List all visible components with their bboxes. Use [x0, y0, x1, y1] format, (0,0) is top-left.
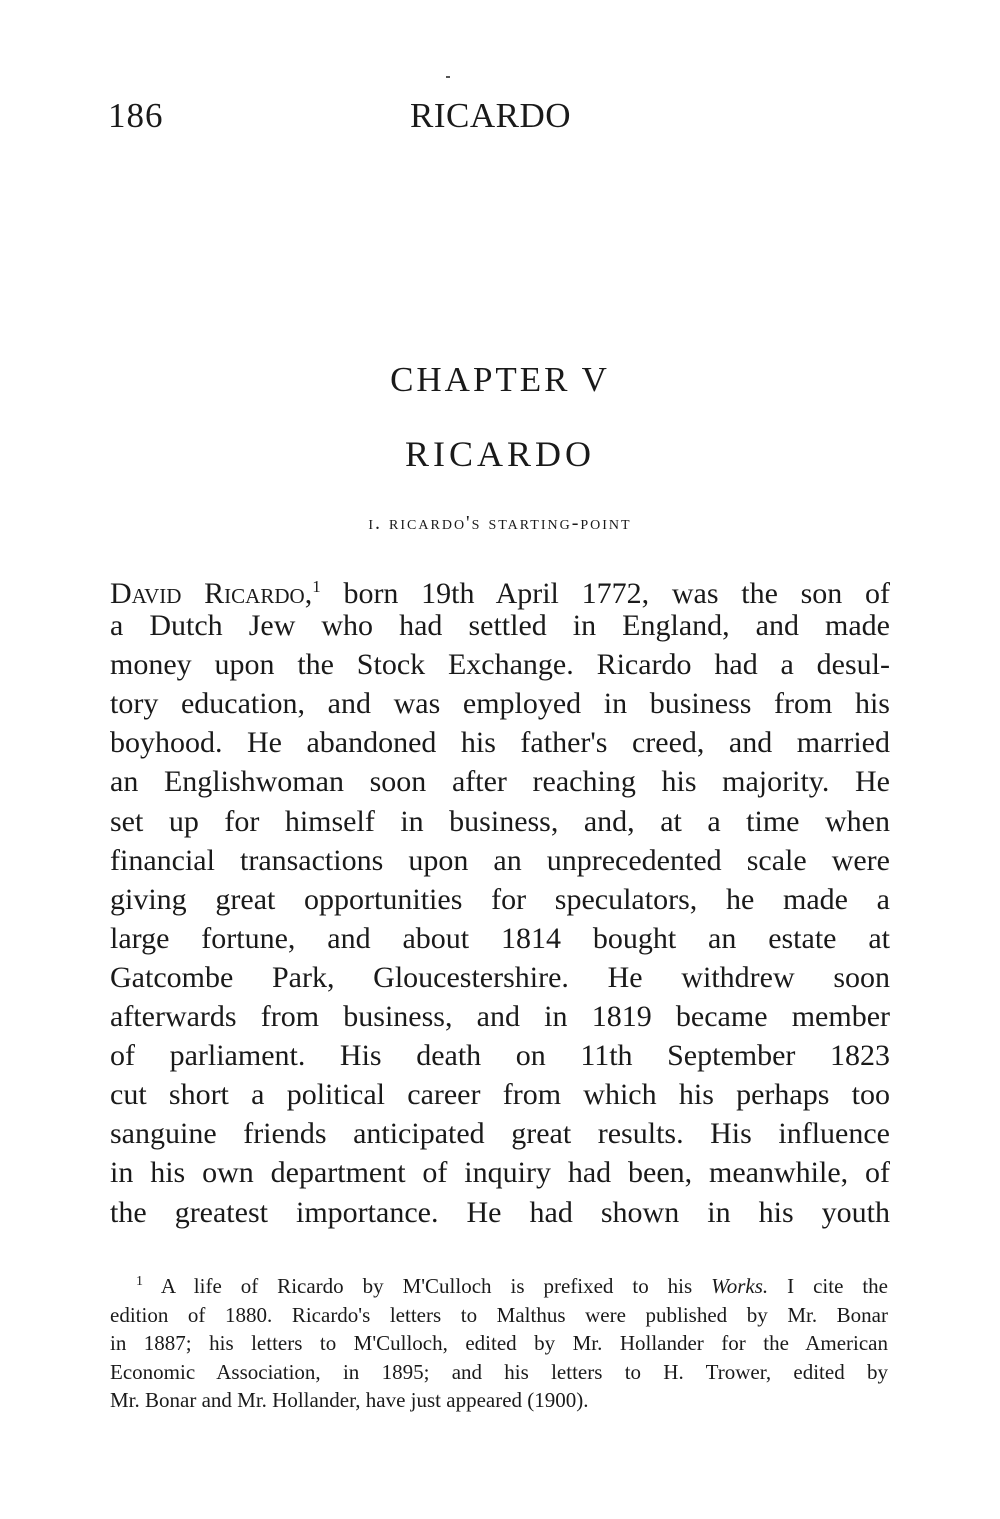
body-line: giving great opportunities for speculators, he made a: [110, 882, 890, 916]
body-line: cut short a political career from which his perhaps too: [110, 1078, 890, 1112]
chapter-title: RICARDO: [404, 434, 596, 474]
footnote-line: Economic Association, in 1895; and his letters to H. Trower, edited by: [110, 1359, 888, 1384]
footnote: [110, 1268, 888, 1415]
body-line: a Dutch Jew who had settled in England, and made: [110, 609, 890, 643]
body-line: large fortune, and about 1814 bought an estate at: [110, 921, 890, 955]
body-line: Gatcombe Park, Gloucestershire. He withdrew soon: [110, 960, 890, 994]
body-line: [110, 567, 891, 610]
body-line: of parliament. His death on 11th September 1823: [110, 1039, 890, 1073]
body-line: boyhood. He abandoned his father's creed, and married: [110, 726, 890, 760]
body-line: money upon the Stock Exchange. Ricardo had a desul-: [110, 648, 890, 682]
page-number: 186: [108, 96, 164, 135]
body-line: financial transactions upon an unprecedented scale were: [110, 843, 890, 877]
section-heading: i. ricardo's starting-point: [368, 512, 632, 534]
footnote-line: in 1887; his letters to M'Culloch, edited by Mr. Hollander for the American: [110, 1331, 888, 1355]
body-line: sanguine friends anticipated great results. His influence: [110, 1117, 890, 1151]
footnote-line: edition of 1880. Ricardo's letters to Malthus were published by Mr. Bonar: [110, 1302, 888, 1327]
body-line: in his own department of inquiry had been, meanwhile, of: [110, 1156, 890, 1190]
body-line: tory education, and was employed in business from his: [110, 687, 890, 721]
body-line: afterwards from business, and in 1819 became member: [110, 1000, 890, 1034]
footnote-text: I cite the: [787, 1274, 889, 1298]
running-title: RICARDO: [410, 96, 572, 135]
body-line-text: born 19th April 1772, was the son of: [343, 577, 891, 610]
footnote-ref: 1: [312, 577, 321, 596]
footnote-marker: 1: [136, 1274, 143, 1289]
footnote-line: [110, 1268, 888, 1301]
body-text: [110, 567, 890, 1232]
body-line: the greatest importance. He had shown in his youth: [110, 1195, 890, 1229]
chapter-heading: CHAPTER V: [390, 360, 610, 399]
print-mark: [446, 76, 450, 78]
footnote-line: Mr. Bonar and Mr. Hollander, have just appeared (1900).: [110, 1388, 589, 1412]
opening-name: David Ricardo,: [110, 577, 313, 610]
footnote-works: Works.: [711, 1274, 769, 1298]
body-line: set up for himself in business, and, at a time when: [110, 804, 890, 838]
body-line: an Englishwoman soon after reaching his majority. He: [110, 765, 890, 799]
running-head: [0, 96, 1000, 146]
footnote-text: A life of Ricardo by M'Culloch is prefixed to his: [160, 1274, 693, 1298]
